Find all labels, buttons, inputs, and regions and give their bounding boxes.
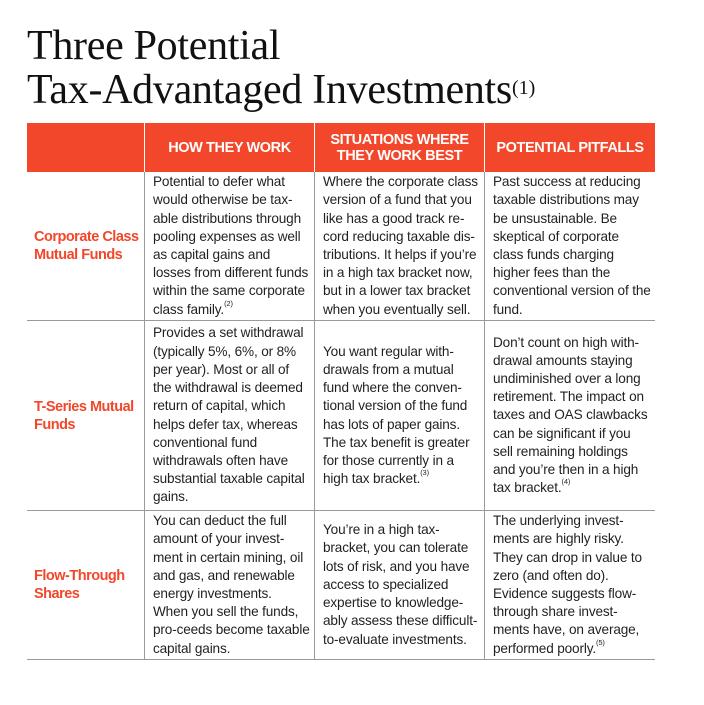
title-line-1: Three Potential — [27, 23, 281, 69]
cell-text: Don’t count on high with-drawal amounts staying undiminished over a long retirement. The impact on taxes and OAS clawbacks can be significant if you sell remaining holdings and you’re then in a high tax bracket. — [493, 334, 648, 496]
cell-text: Potential to defer what would otherwise be tax-able distributions through pooling expenses as well as capital gains and losses from different funds within the same corporate class family. — [153, 174, 309, 317]
cell-how-corporate-class — [144, 172, 314, 321]
cell-text: You want regular with-drawals from a mutual fund where the conven-tional version of the fund has lots of paper gains. The tax benefit is greater for those currently in a high tax bracket. — [323, 343, 470, 487]
footnote-ref: (2) — [224, 298, 233, 308]
row-label-text: Flow-Through Shares — [34, 568, 125, 602]
cell-pitfalls-corporate-class — [484, 172, 655, 321]
cell-text: You can deduct the full amount of your invest-ment in certain mining, oil and gas, and renewable energy investments. When you sell the funds, pro-ceeds become taxable capital gains. — [153, 513, 310, 656]
row-label-corporate-class — [27, 172, 144, 321]
page-title — [27, 24, 535, 112]
row-label-flow-through — [27, 511, 144, 660]
cell-situations-corporate-class — [314, 172, 484, 321]
cell-pitfalls-t-series — [484, 321, 655, 511]
footnote-ref: (5) — [595, 637, 605, 647]
header-situations: SITUATIONS WHERE THEY WORK BEST — [314, 123, 484, 172]
cell-text: Where the corporate class version of a fund that you like has a good track re-cord reducing taxable dis-tributions. It helps if you’re in a high tax bracket now, but in a lower tax bracket when you eventually sell. — [323, 174, 478, 317]
footnote-ref: (4) — [561, 477, 571, 487]
title-line-2-text: Tax-Advantaged Investments — [27, 67, 512, 113]
title-footnote-ref: (1) — [511, 77, 536, 99]
row-label-text: Corporate Class Mutual Funds — [34, 229, 139, 263]
cell-text: The underlying invest-ments are highly risky. They can drop in value to zero (and often do). Evidence suggests flow-through share invest-ments have, on average, performed poorly. — [493, 513, 642, 656]
cell-pitfalls-flow-through — [484, 511, 655, 660]
cell-text: Past success at reducing taxable distributions may be unsustainable. Be skeptical of corporate class funds charging higher fees than the conventional version of the fund. — [493, 174, 651, 317]
cell-text: Provides a set withdrawal (typically 5%, 6%, or 8% per year). Most or all of the withdrawal is deemed return of capital, which helps defer tax, whereas conventional fund withdrawals often have substantial taxable capital gains. — [153, 325, 305, 505]
title-line-2 — [27, 68, 535, 112]
row-label-t-series — [27, 321, 144, 511]
cell-situations-t-series — [314, 321, 484, 511]
header-how-they-work: HOW THEY WORK — [144, 123, 314, 172]
cell-situations-flow-through — [314, 511, 484, 660]
comparison-table — [27, 123, 655, 660]
footnote-ref: (3) — [420, 468, 429, 478]
cell-how-t-series — [144, 321, 314, 511]
header-pitfalls: POTENTIAL PITFALLS — [484, 123, 655, 172]
cell-text: You’re in a high tax-bracket, you can tolerate lots of risk, and you have access to specialized expertise to knowledge-ably assess these difficult-to-evaluate investments. — [323, 522, 478, 647]
header-blank — [27, 123, 144, 172]
row-label-text: T-Series Mutual Funds — [34, 398, 134, 433]
cell-how-flow-through — [144, 511, 314, 660]
